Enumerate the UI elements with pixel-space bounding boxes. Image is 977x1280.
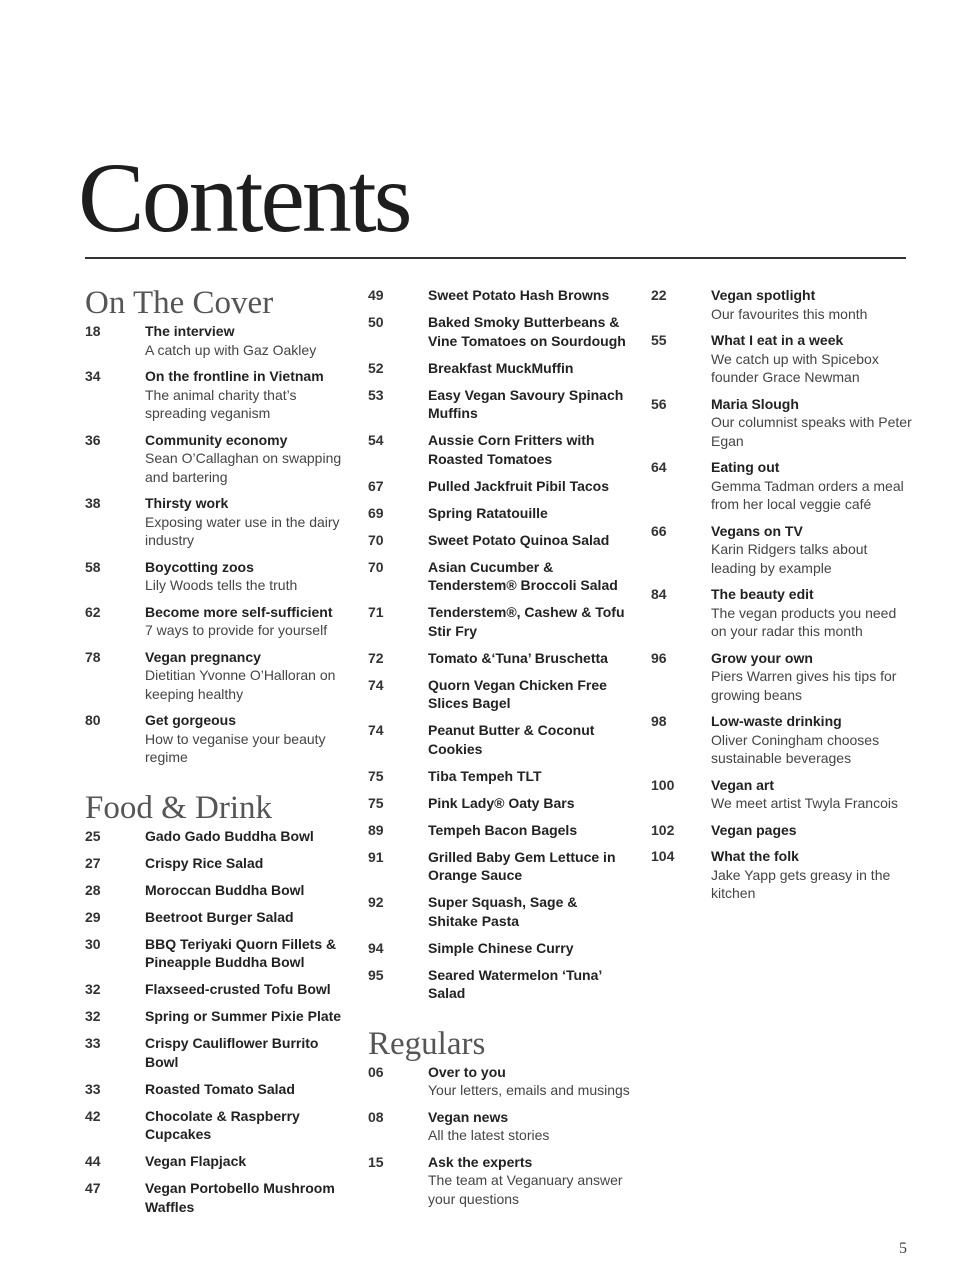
- entry-title: Over to you: [428, 1063, 506, 1080]
- page-ref: 70: [368, 531, 384, 548]
- entry-text: [145, 1152, 347, 1171]
- entry-text: [711, 331, 913, 387]
- recipe-entry: [368, 531, 630, 550]
- entry-title: Vegan pregnancy: [145, 648, 261, 665]
- entry-text: [145, 431, 347, 487]
- page-ref: 58: [85, 558, 101, 575]
- recipe-entry: [368, 676, 630, 713]
- recipe-entry: [85, 1179, 347, 1216]
- page-ref: 67: [368, 477, 384, 494]
- recipe-entry: [368, 821, 630, 840]
- entry-text: [428, 477, 630, 496]
- column-1: [85, 284, 347, 1216]
- entry-title: Crispy Cauliflower Burrito Bowl: [145, 1035, 319, 1070]
- recipe-entry: [85, 1080, 347, 1099]
- entry-title: Sweet Potato Quinoa Salad: [428, 531, 610, 548]
- entry-title: Tenderstem®, Cashew & Tofu Stir Fry: [428, 604, 625, 639]
- entry-text: [711, 522, 913, 578]
- toc-entry: [368, 1108, 630, 1145]
- page-ref: 29: [85, 908, 101, 925]
- entry-description: The team at Veganuary answer your questions: [428, 1172, 623, 1207]
- entry-text: [145, 908, 347, 927]
- page-ref: 08: [368, 1108, 384, 1125]
- entry-title: Pink Lady® Oaty Bars: [428, 794, 575, 811]
- entry-text: [711, 712, 913, 768]
- entry-description: The vegan products you need on your radar this month: [711, 604, 897, 639]
- entry-description: Oliver Coningham chooses sustainable beverages: [711, 731, 880, 766]
- page-ref: 75: [368, 794, 384, 811]
- entry-description: Our favourites this month: [711, 305, 868, 322]
- entry-text: [711, 776, 913, 813]
- entry-title: Super Squash, Sage & Shitake Pasta: [428, 894, 578, 929]
- entry-text: [145, 935, 347, 972]
- page-ref: 96: [651, 649, 667, 666]
- page-ref: 80: [85, 712, 101, 728]
- toc-entry: [85, 603, 347, 640]
- entry-title: Simple Chinese Curry: [428, 939, 574, 956]
- page-ref: 62: [85, 603, 101, 620]
- entry-description: We meet artist Twyla Francois: [711, 795, 898, 811]
- entry-text: [428, 939, 630, 958]
- entry-text: [428, 676, 630, 713]
- page-ref: 34: [85, 368, 101, 384]
- page-ref: 18: [85, 323, 101, 339]
- entry-text: [428, 531, 630, 550]
- page-ref: 52: [368, 359, 384, 376]
- toc-entry: [651, 712, 913, 768]
- recipe-entry: [368, 893, 630, 930]
- page-ref: 38: [85, 495, 101, 511]
- recipe-entry: [368, 767, 630, 786]
- entry-text: [428, 767, 630, 786]
- toc-entry: [368, 1063, 630, 1100]
- recipe-entry: [368, 386, 630, 423]
- page-ref: 95: [368, 966, 384, 983]
- recipe-entry: [368, 431, 630, 468]
- page-ref: 32: [85, 1008, 101, 1024]
- page-ref: 30: [85, 935, 101, 952]
- entry-text: [428, 286, 630, 305]
- entry-title: Roasted Tomato Salad: [145, 1080, 295, 1097]
- entry-text: [145, 603, 347, 640]
- column-2: [368, 284, 630, 1208]
- page-ref: 54: [368, 432, 384, 448]
- page-ref: 56: [651, 395, 667, 412]
- entry-title: Breakfast MuckMuffin: [428, 359, 574, 376]
- entry-text: [428, 603, 630, 640]
- entry-description: All the latest stories: [428, 1127, 550, 1143]
- entry-text: [711, 395, 913, 451]
- recipe-entry: [85, 1034, 347, 1071]
- entry-text: [711, 821, 913, 840]
- toc-entry: [651, 522, 913, 578]
- entry-title: Aussie Corn Fritters with Roasted Tomatoes: [428, 432, 595, 467]
- recipe-entry: [85, 854, 347, 873]
- entry-title: Grow your own: [711, 649, 813, 666]
- title-divider: [85, 257, 906, 259]
- entry-description: The animal charity that’s spreading veganism: [145, 386, 297, 421]
- entry-title: Grilled Baby Gem Lettuce in Orange Sauce: [428, 848, 616, 883]
- toc-entry: [651, 331, 913, 387]
- entry-text: [145, 1007, 347, 1026]
- entry-description: Karin Ridgers talks about leading by example: [711, 541, 868, 576]
- entry-text: [145, 711, 347, 767]
- toc-entry: [368, 1153, 630, 1209]
- page-ref: 49: [368, 287, 384, 303]
- entry-title: Vegan art: [711, 776, 775, 793]
- entry-title: Sweet Potato Hash Browns: [428, 287, 610, 303]
- entry-text: [145, 1080, 347, 1099]
- entry-description: Dietitian Yvonne O’Halloran on keeping healthy: [145, 667, 336, 702]
- page-ref: 28: [85, 881, 101, 898]
- toc-entry: [651, 395, 913, 451]
- toc-entry: [85, 367, 347, 423]
- entry-text: [145, 827, 347, 846]
- recipe-entry: [368, 286, 630, 305]
- column-3: [651, 284, 913, 903]
- section-heading: Food & Drink: [85, 789, 273, 826]
- entry-text: [145, 1107, 347, 1144]
- entry-title: Eating out: [711, 459, 780, 475]
- entry-text: [711, 649, 913, 705]
- page-ref: 70: [368, 558, 384, 575]
- recipe-entry: [85, 908, 347, 927]
- entry-title: The interview: [145, 323, 235, 339]
- entry-description: Lily Woods tells the truth: [145, 577, 298, 593]
- page-ref: 33: [85, 1080, 101, 1097]
- page-ref: 74: [368, 722, 384, 738]
- entry-title: Spring Ratatouille: [428, 504, 548, 521]
- entry-description: Sean O’Callaghan on swapping and bartering: [145, 450, 342, 485]
- toc-entry: [85, 322, 347, 359]
- page-ref: 50: [368, 314, 384, 330]
- entry-title: Beetroot Burger Salad: [145, 908, 294, 925]
- entry-text: [428, 1063, 630, 1100]
- toc-entry: [85, 711, 347, 767]
- page-ref: 47: [85, 1180, 101, 1196]
- page-ref: 25: [85, 827, 101, 844]
- entry-text: [145, 558, 347, 595]
- page-ref: 42: [85, 1107, 101, 1124]
- page-ref: 66: [651, 522, 667, 539]
- recipe-entry: [368, 794, 630, 813]
- entry-text: [428, 359, 630, 378]
- entry-title: Low-waste drinking: [711, 713, 842, 729]
- entry-text: [145, 980, 347, 999]
- page-ref: 33: [85, 1035, 101, 1051]
- page-ref: 22: [651, 287, 667, 303]
- page-ref: 75: [368, 767, 384, 784]
- toc-entry: [85, 648, 347, 704]
- entry-text: [428, 1153, 630, 1209]
- entry-description: A catch up with Gaz Oakley: [145, 341, 317, 358]
- page-ref: 91: [368, 848, 384, 865]
- page-ref: 92: [368, 894, 384, 910]
- entry-title: Tempeh Bacon Bagels: [428, 821, 578, 838]
- entry-text: [428, 794, 630, 813]
- entry-text: [428, 848, 630, 885]
- recipe-entry: [368, 603, 630, 640]
- entry-description: We catch up with Spicebox founder Grace Newman: [711, 350, 879, 385]
- recipe-entry: [85, 1152, 347, 1171]
- entry-title: Gado Gado Buddha Bowl: [145, 827, 314, 844]
- section-heading: On The Cover: [85, 285, 274, 321]
- entry-text: [145, 648, 347, 704]
- page-ref: 69: [368, 504, 384, 521]
- toc-entry: [651, 776, 913, 813]
- entry-title: Easy Vegan Savoury Spinach Muffins: [428, 386, 624, 421]
- recipe-entry: [85, 1107, 347, 1144]
- toc-entry: [85, 431, 347, 487]
- entry-text: [428, 649, 630, 668]
- section-heading: Regulars: [368, 1025, 486, 1062]
- entry-text: [711, 847, 913, 903]
- entry-description: How to veganise your beauty regime: [145, 730, 326, 765]
- recipe-entry: [85, 827, 347, 846]
- recipe-entry: [368, 939, 630, 958]
- entry-title: The beauty edit: [711, 586, 814, 602]
- entry-title: Quorn Vegan Chicken Free Slices Bagel: [428, 676, 607, 711]
- entry-title: Spring or Summer Pixie Plate: [145, 1008, 342, 1024]
- entry-title: BBQ Teriyaki Quorn Fillets & Pineapple Buddha Bowl: [145, 935, 337, 970]
- page-ref: 89: [368, 821, 384, 838]
- entry-title: Tomato &‘Tuna’ Bruschetta: [428, 649, 608, 666]
- page-ref: 100: [651, 776, 675, 793]
- page-ref: 104: [651, 848, 675, 864]
- entry-title: Pulled Jackfruit Pibil Tacos: [428, 477, 610, 494]
- page-ref: 27: [85, 854, 101, 871]
- entry-title: Vegan Flapjack: [145, 1153, 247, 1169]
- page-ref: 94: [368, 939, 384, 956]
- recipe-entry: [368, 848, 630, 885]
- entry-title: Vegan spotlight: [711, 287, 816, 303]
- entry-text: [428, 504, 630, 523]
- recipe-entry: [368, 558, 630, 595]
- toc-entry: [651, 286, 913, 323]
- page-number: 5: [899, 1240, 907, 1257]
- entry-text: [145, 367, 347, 423]
- recipe-entry: [85, 935, 347, 972]
- page-ref: 64: [651, 459, 667, 475]
- entry-text: [428, 821, 630, 840]
- entry-text: [145, 1034, 347, 1071]
- recipe-entry: [368, 649, 630, 668]
- toc-entry: [651, 585, 913, 641]
- entry-text: [428, 313, 630, 350]
- entry-title: Tiba Tempeh TLT: [428, 767, 542, 784]
- recipe-entry: [368, 359, 630, 378]
- toc-entry: [651, 649, 913, 705]
- entry-title: Boycotting zoos: [145, 558, 254, 575]
- page-ref: 32: [85, 981, 101, 997]
- page-ref: 98: [651, 713, 667, 729]
- recipe-entry: [368, 313, 630, 350]
- entry-title: Asian Cucumber & Tenderstem® Broccoli Salad: [428, 558, 618, 593]
- page-title: Contents: [78, 142, 410, 253]
- page-ref: 36: [85, 431, 101, 448]
- page-ref: 15: [368, 1153, 384, 1170]
- entry-title: Community economy: [145, 431, 288, 448]
- recipe-entry: [85, 881, 347, 900]
- entry-description: Gemma Tadman orders a meal from her local veggie café: [711, 477, 904, 512]
- page-ref: 53: [368, 386, 384, 403]
- entry-title: Seared Watermelon ‘Tuna’ Salad: [428, 966, 602, 1001]
- entry-title: Thirsty work: [145, 495, 229, 511]
- page-ref: 84: [651, 586, 667, 602]
- entry-description: Your letters, emails and musings: [428, 1082, 630, 1098]
- entry-title: Flaxseed-crusted Tofu Bowl: [145, 981, 331, 997]
- entry-description: Exposing water use in the dairy industry: [145, 513, 340, 548]
- entry-text: [145, 854, 347, 873]
- toc-entry: [85, 558, 347, 595]
- entry-title: Become more self-sufficient: [145, 603, 333, 620]
- page-ref: 78: [85, 648, 101, 665]
- page-ref: 44: [85, 1153, 101, 1169]
- entry-text: [428, 966, 630, 1003]
- entry-title: Baked Smoky Butterbeans & Vine Tomatoes on Sourdough: [428, 314, 626, 349]
- entry-text: [711, 286, 913, 323]
- entry-title: Peanut Butter & Coconut Cookies: [428, 722, 595, 757]
- page-ref: 06: [368, 1063, 384, 1080]
- entry-title: Vegan news: [428, 1108, 509, 1125]
- recipe-entry: [85, 1007, 347, 1026]
- entry-title: Maria Slough: [711, 395, 799, 412]
- entry-title: Get gorgeous: [145, 712, 237, 728]
- recipe-entry: [368, 504, 630, 523]
- recipe-entry: [85, 980, 347, 999]
- entry-description: 7 ways to provide for yourself: [145, 622, 328, 638]
- recipe-entry: [368, 721, 630, 758]
- toc-entry: [85, 494, 347, 550]
- entry-description: Jake Yapp gets greasy in the kitchen: [711, 866, 891, 901]
- entry-text: [428, 558, 630, 595]
- entry-text: [711, 585, 913, 641]
- page-ref: 72: [368, 649, 384, 666]
- entry-title: On the frontline in Vietnam: [145, 368, 324, 384]
- entry-text: [428, 893, 630, 930]
- recipe-entry: [368, 477, 630, 496]
- entry-title: Vegan pages: [711, 821, 797, 838]
- toc-entry: [651, 458, 913, 514]
- entry-text: [145, 494, 347, 550]
- page-ref: 74: [368, 676, 384, 693]
- entry-title: Moroccan Buddha Bowl: [145, 881, 305, 898]
- entry-text: [428, 386, 630, 423]
- entry-title: Vegans on TV: [711, 522, 803, 539]
- entry-title: Crispy Rice Salad: [145, 854, 264, 871]
- entry-title: Chocolate & Raspberry Cupcakes: [145, 1107, 300, 1142]
- entry-title: What the folk: [711, 848, 799, 864]
- entry-text: [145, 881, 347, 900]
- entry-text: [428, 1108, 630, 1145]
- entry-text: [145, 1179, 347, 1216]
- page-ref: 55: [651, 332, 667, 348]
- entry-description: Piers Warren gives his tips for growing beans: [711, 668, 897, 703]
- entry-title: Ask the experts: [428, 1153, 533, 1170]
- page-ref: 71: [368, 604, 384, 620]
- recipe-entry: [651, 821, 913, 840]
- entry-text: [711, 458, 913, 514]
- entry-title: What I eat in a week: [711, 332, 844, 348]
- page-ref: 102: [651, 821, 675, 838]
- toc-entry: [651, 847, 913, 903]
- recipe-entry: [368, 966, 630, 1003]
- entry-title: Vegan Portobello Mushroom Waffles: [145, 1180, 335, 1215]
- entry-text: [145, 322, 347, 359]
- entry-text: [428, 721, 630, 758]
- entry-text: [428, 431, 630, 468]
- entry-description: Our columnist speaks with Peter Egan: [711, 414, 912, 449]
